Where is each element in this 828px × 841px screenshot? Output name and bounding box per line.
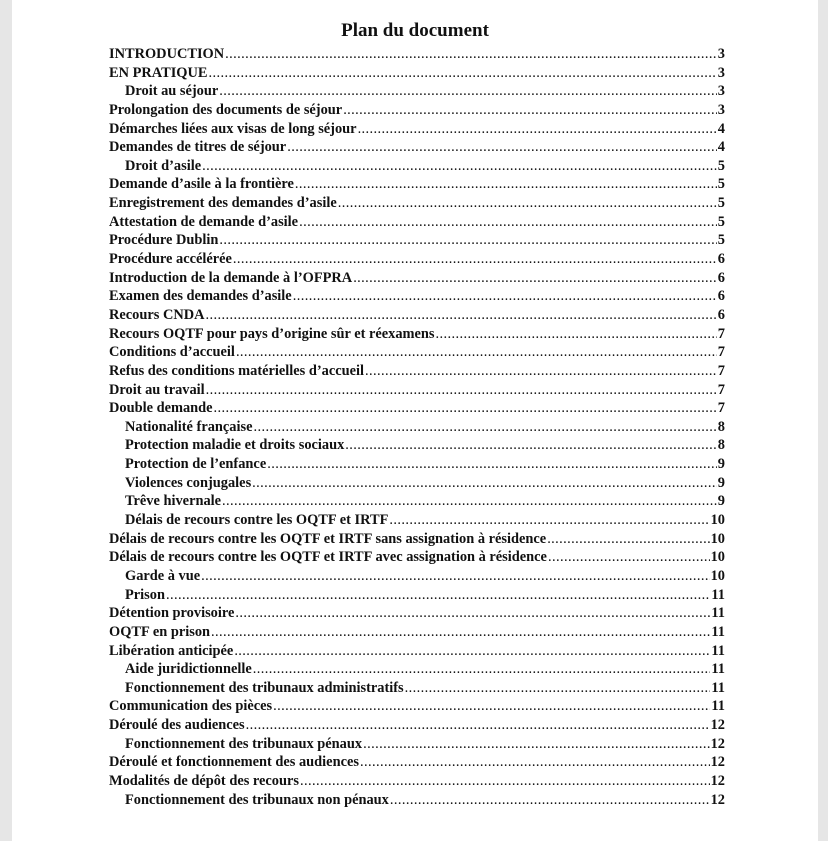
toc-dot-leader: [214, 399, 717, 418]
toc-dot-leader: [219, 231, 716, 250]
toc-entry-page-number: 11: [711, 679, 725, 696]
toc-entry-label: Protection de l’enfance: [125, 456, 267, 473]
toc-entry-page-number: 3: [717, 46, 725, 62]
toc-entry[interactable]: [109, 194, 725, 213]
toc-entry[interactable]: [109, 157, 725, 176]
toc-dot-leader: [299, 213, 717, 232]
toc-entry-page-number: 9: [717, 456, 725, 473]
toc-entry-page-number: 5: [717, 232, 725, 249]
toc-entry-page-number: 3: [717, 64, 725, 81]
page-title: Plan du document: [341, 20, 489, 41]
toc-entry[interactable]: [109, 604, 725, 623]
toc-entry-page-number: 11: [711, 642, 725, 659]
toc-entry[interactable]: [109, 64, 725, 83]
toc-entry-label: Enregistrement des demandes d’asile: [109, 195, 337, 212]
toc-entry[interactable]: [109, 679, 725, 698]
toc-entry[interactable]: [109, 287, 725, 306]
toc-dot-leader: [345, 436, 717, 455]
toc-entry-label: Examen des demandes d’asile: [109, 288, 292, 305]
toc-entry-page-number: 4: [717, 139, 725, 156]
toc-dot-leader: [254, 418, 717, 437]
toc-entry[interactable]: [109, 399, 725, 418]
document-page: [12, 0, 818, 841]
toc-entry[interactable]: [109, 269, 725, 288]
toc-entry-page-number: 5: [717, 157, 725, 174]
toc-dot-leader: [390, 791, 710, 810]
toc-dot-leader: [233, 250, 717, 269]
toc-entry-page-number: 11: [711, 698, 725, 715]
toc-entry-label: Recours CNDA: [109, 306, 205, 323]
toc-entry-label: EN PRATIQUE: [109, 64, 208, 81]
toc-dot-leader: [338, 194, 717, 213]
toc-dot-leader: [236, 343, 717, 362]
toc-entry-page-number: 8: [717, 418, 725, 435]
toc-entry-label: Demandes de titres de séjour: [109, 139, 287, 156]
toc-entry[interactable]: [109, 511, 725, 530]
toc-dot-leader: [293, 287, 717, 306]
toc-dot-leader: [295, 175, 717, 194]
toc-entry-label: Fonctionnement des tribunaux non pénaux: [125, 791, 389, 808]
toc-entry-page-number: 6: [717, 269, 725, 286]
toc-dot-leader: [211, 623, 710, 642]
toc-entry-label: Communication des pièces: [109, 698, 273, 715]
toc-dot-leader: [252, 474, 717, 493]
toc-entry-label: Droit au travail: [109, 381, 205, 398]
toc-entry[interactable]: [109, 436, 725, 455]
toc-entry-page-number: 10: [710, 567, 725, 584]
toc-entry-label: Délais de recours contre les OQTF et IRTF: [125, 512, 389, 529]
toc-entry-page-number: 3: [717, 83, 725, 100]
toc-entry-page-number: 4: [717, 120, 725, 137]
toc-entry-page-number: 5: [717, 195, 725, 212]
toc-dot-leader: [405, 679, 711, 698]
toc-entry-label: Procédure Dublin: [109, 232, 219, 249]
toc-entry[interactable]: [109, 381, 725, 400]
toc-entry-label: Modalités de dépôt des recours: [109, 772, 299, 789]
toc-entry-page-number: 12: [710, 791, 725, 808]
toc-entry[interactable]: [109, 567, 725, 586]
toc-entry-label: Conditions d’accueil: [109, 344, 235, 361]
toc-dot-leader: [365, 362, 717, 381]
toc-dot-leader: [225, 45, 717, 64]
toc-dot-leader: [253, 660, 711, 679]
toc-dot-leader: [343, 101, 717, 120]
toc-entry-label: OQTF en prison: [109, 623, 211, 640]
toc-entry-page-number: 10: [710, 530, 725, 547]
toc-entry[interactable]: [109, 474, 725, 493]
toc-entry[interactable]: [109, 101, 725, 120]
table-of-contents: [109, 45, 725, 809]
toc-dot-leader: [208, 64, 716, 83]
toc-entry-label: Aide juridictionnelle: [125, 661, 252, 678]
toc-entry-label: Déroulé et fonctionnement des audiences: [109, 754, 359, 771]
toc-dot-leader: [222, 492, 717, 511]
toc-dot-leader: [273, 697, 710, 716]
toc-entry-page-number: 3: [717, 101, 725, 118]
toc-dot-leader: [300, 772, 710, 791]
toc-entry-label: Délais de recours contre les OQTF et IRTF avec assignation à résidence: [109, 549, 547, 566]
toc-entry[interactable]: [109, 791, 725, 810]
toc-entry[interactable]: [109, 138, 725, 157]
toc-entry[interactable]: [109, 120, 725, 139]
toc-entry-page-number: 9: [717, 493, 725, 510]
toc-dot-leader: [548, 548, 710, 567]
toc-entry-page-number: 11: [711, 661, 725, 678]
toc-entry-label: Prolongation des documents de séjour: [109, 101, 343, 118]
toc-entry[interactable]: [109, 455, 725, 474]
toc-dot-leader: [206, 381, 717, 400]
toc-dot-leader: [267, 455, 717, 474]
toc-dot-leader: [363, 735, 710, 754]
toc-entry-page-number: 12: [710, 735, 725, 752]
toc-entry[interactable]: [109, 343, 725, 362]
toc-entry-label: Libération anticipée: [109, 642, 234, 659]
toc-entry-label: Recours OQTF pour pays d’origine sûr et réexamens: [109, 325, 435, 342]
toc-entry-label: Refus des conditions matérielles d’accueil: [109, 362, 365, 379]
toc-entry[interactable]: [109, 362, 725, 381]
toc-entry-page-number: 10: [710, 512, 725, 529]
toc-entry[interactable]: [109, 642, 725, 661]
toc-entry[interactable]: [109, 735, 725, 754]
toc-entry-label: Demande d’asile à la frontière: [109, 176, 294, 193]
toc-entry-label: Procédure accélérée: [109, 251, 232, 268]
toc-entry-label: Introduction de la demande à l’OFPRA: [109, 269, 353, 286]
toc-entry[interactable]: [109, 175, 725, 194]
toc-entry-label: Délais de recours contre les OQTF et IRTF sans assignation à résidence: [109, 530, 547, 547]
toc-entry-label: Protection maladie et droits sociaux: [125, 437, 345, 454]
toc-dot-leader: [360, 753, 710, 772]
toc-entry-page-number: 11: [711, 623, 725, 640]
toc-dot-leader: [436, 325, 717, 344]
toc-dot-leader: [547, 530, 709, 549]
toc-entry[interactable]: [109, 418, 725, 437]
toc-entry[interactable]: [109, 492, 725, 511]
toc-dot-leader: [235, 604, 710, 623]
toc-entry-page-number: 11: [711, 605, 725, 622]
toc-entry-label: Fonctionnement des tribunaux pénaux: [125, 735, 363, 752]
toc-entry-page-number: 12: [710, 754, 725, 771]
toc-entry-page-number: 10: [710, 549, 725, 566]
toc-dot-leader: [206, 306, 717, 325]
toc-entry[interactable]: [109, 548, 725, 567]
toc-entry[interactable]: [109, 697, 725, 716]
toc-entry[interactable]: [109, 772, 725, 791]
toc-entry[interactable]: [109, 623, 725, 642]
toc-dot-leader: [389, 511, 709, 530]
toc-entry[interactable]: [109, 753, 725, 772]
toc-entry-label: Prison: [125, 586, 165, 603]
toc-entry-page-number: 7: [717, 344, 725, 361]
toc-entry-page-number: 6: [717, 251, 725, 268]
toc-entry-label: Déroulé des audiences: [109, 717, 245, 734]
toc-entry[interactable]: [109, 213, 725, 232]
toc-entry-label: Démarches liées aux visas de long séjour: [109, 120, 357, 137]
toc-entry-label: Double demande: [109, 400, 213, 417]
toc-dot-leader: [219, 82, 717, 101]
toc-entry-label: Nationalité française: [125, 418, 253, 435]
toc-entry-page-number: 7: [717, 362, 725, 379]
toc-entry-page-number: 7: [717, 400, 725, 417]
toc-entry[interactable]: [109, 82, 725, 101]
toc-dot-leader: [353, 269, 717, 288]
toc-entry-label: Droit au séjour: [125, 83, 219, 100]
toc-entry-label: INTRODUCTION: [109, 46, 225, 62]
toc-entry-label: Droit d’asile: [125, 157, 202, 174]
toc-entry-label: Trêve hivernale: [125, 493, 222, 510]
toc-entry[interactable]: [109, 325, 725, 344]
toc-entry-page-number: 5: [717, 213, 725, 230]
toc-entry-label: Fonctionnement des tribunaux administratifs: [125, 679, 404, 696]
toc-entry[interactable]: [109, 250, 725, 269]
toc-entry-page-number: 12: [710, 717, 725, 734]
toc-dot-leader: [358, 120, 717, 139]
toc-entry-page-number: 5: [717, 176, 725, 193]
toc-entry-page-number: 6: [717, 306, 725, 323]
toc-entry[interactable]: [109, 530, 725, 549]
toc-entry-page-number: 7: [717, 381, 725, 398]
toc-entry-label: Détention provisoire: [109, 605, 235, 622]
toc-entry[interactable]: [109, 716, 725, 735]
toc-entry[interactable]: [109, 660, 725, 679]
toc-entry-page-number: 7: [717, 325, 725, 342]
toc-dot-leader: [246, 716, 710, 735]
toc-entry-label: Attestation de demande d’asile: [109, 213, 299, 230]
toc-dot-leader: [166, 586, 710, 605]
toc-entry-label: Violences conjugales: [125, 474, 252, 491]
toc-dot-leader: [287, 138, 717, 157]
toc-entry[interactable]: [109, 586, 725, 605]
toc-entry-page-number: 9: [717, 474, 725, 491]
toc-dot-leader: [202, 157, 717, 176]
toc-entry[interactable]: [109, 45, 725, 64]
toc-dot-leader: [234, 642, 710, 661]
toc-entry-label: Garde à vue: [125, 567, 201, 584]
toc-entry-page-number: 8: [717, 437, 725, 454]
toc-entry[interactable]: [109, 231, 725, 250]
toc-entry-page-number: 12: [710, 772, 725, 789]
toc-entry-page-number: 6: [717, 288, 725, 305]
toc-dot-leader: [201, 567, 709, 586]
toc-entry-page-number: 11: [711, 586, 725, 603]
toc-entry[interactable]: [109, 306, 725, 325]
